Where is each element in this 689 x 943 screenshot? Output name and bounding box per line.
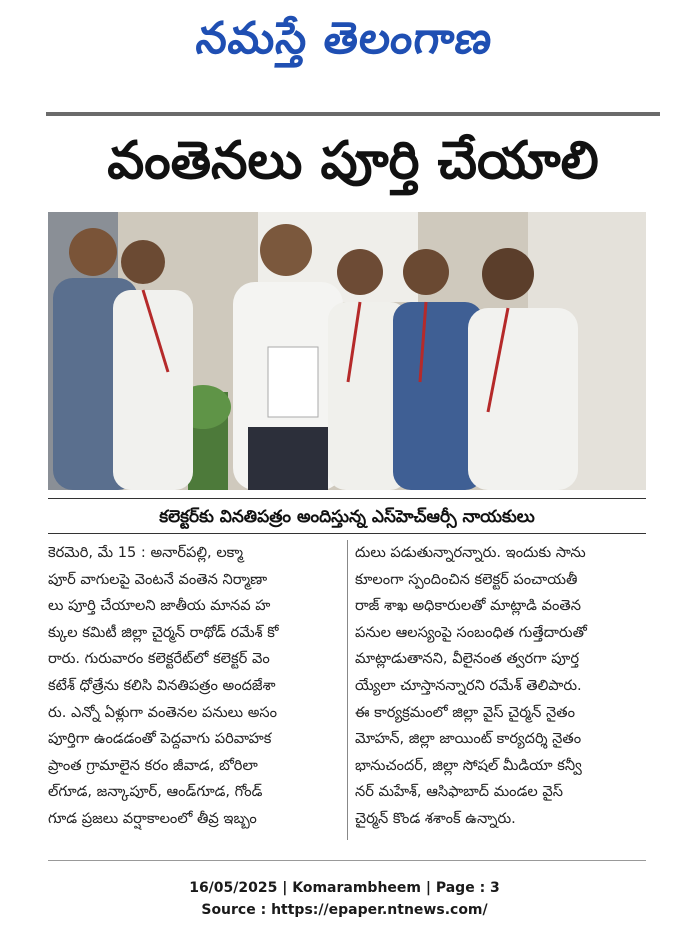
article-line: య్యేలా చూస్తానన్నారని రమేశ్ తెలిపారు. bbox=[355, 676, 582, 694]
article-line: కటేశ్ ధోత్రేను కలిసి వినతిపత్రం అందజేశా bbox=[48, 676, 276, 694]
top-divider bbox=[46, 112, 660, 116]
article-line: ప్రాంత గ్రామాలైన కరం జీవాడ, బోరిలా bbox=[48, 756, 258, 774]
article-line: దులు పడుతున్నారన్నారు. ఇందుకు సాను bbox=[355, 544, 586, 561]
article-line: గూడ ప్రజలు వర్షాకాలంలో తీవ్ర ఇబ్బం bbox=[48, 809, 257, 827]
article-line: పూర్ వాగులపై వెంటనే వంతెన నిర్మాణా bbox=[48, 570, 268, 588]
footer-date-edition: 16/05/2025 | Komarambheem | Page : 3 bbox=[189, 880, 500, 896]
article-line: భానుచందర్, జిల్లా సోషల్ మీడియా కన్వీ bbox=[355, 756, 582, 774]
article-column-left bbox=[48, 540, 340, 840]
footer-source-link[interactable]: Source : https://epaper.ntnews.com/ bbox=[201, 902, 488, 918]
article-line: పూర్తిగా ఉండడంతో పెద్దవాగు పరివాహక bbox=[48, 730, 272, 748]
headline: వంతెనలు పూర్తి చేయాలి bbox=[107, 131, 599, 191]
article-line: ఈ కార్యక్రమంలో జిల్లా వైస్ చైర్మన్ నైతం bbox=[355, 703, 575, 721]
article-column-right bbox=[355, 540, 647, 840]
bottom-divider bbox=[48, 860, 646, 861]
news-photo bbox=[48, 212, 646, 490]
article-line: నర్ మహేశ్, ఆసిఫాబాద్ మండల వైస్ bbox=[355, 783, 563, 801]
article-line: చైర్మన్ కొండ శశాంక్ ఉన్నారు. bbox=[355, 809, 516, 827]
article-line: కూలంగా స్పందించిన కలెక్టర్ పంచాయతీ bbox=[355, 570, 578, 588]
masthead-logo: నమస్తే తెలంగాణ bbox=[193, 13, 496, 64]
article-line: లు పూర్తి చేయాలని జాతీయ మానవ హ bbox=[48, 597, 271, 615]
article-line: మాట్లాడుతానని, వీలైనంత త్వరగా పూర్త bbox=[355, 650, 580, 668]
article-line: మోహన్, జిల్లా జాయింట్ కార్యదర్శి నైతం bbox=[355, 730, 582, 748]
photo-caption: కలెక్టర్‌కు వినతిపత్రం అందిస్తున్న ఎస్‌హెచ్‌ఆర్సీ నాయకులు bbox=[48, 498, 646, 534]
article-line: రాజ్ శాఖ అధికారులతో మాట్లాడి వంతెన bbox=[355, 597, 581, 615]
article-line: రు. ఎన్నో ఏళ్లుగా వంతెనల పనులు అసం bbox=[48, 703, 278, 721]
article-line: పనుల ఆలస్యంపై సంబంధిత గుత్తేదారుతో bbox=[355, 623, 587, 641]
column-divider bbox=[347, 540, 348, 840]
article-line: ల్‌గూడ, జన్కాపూర్, ఆండ్‌గూడ, గోండ్ bbox=[48, 783, 263, 801]
article-line: క్కుల కమిటీ జిల్లా చైర్మన్ రాథోడ్ రమేశ్ కో bbox=[48, 623, 279, 641]
article-line: కెరమెరి, మే 15 : అనార్‌పల్లి, లక్మా bbox=[48, 544, 244, 561]
article-line: రారు. గురువారం కలెక్టరేట్‌లో కలెక్టర్ వెం bbox=[48, 650, 270, 668]
